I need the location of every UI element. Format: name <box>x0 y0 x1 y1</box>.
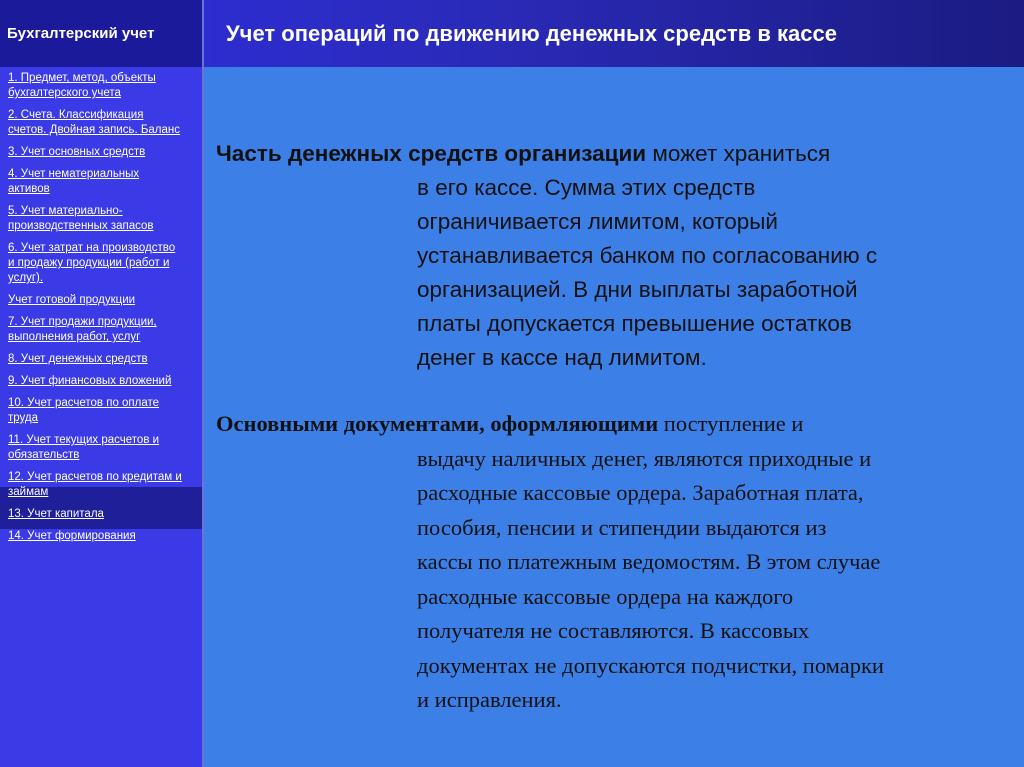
paragraph-line: получателя не составляются. В кассовых <box>417 618 810 643</box>
paragraph-first-line <box>216 407 1016 442</box>
paragraph-line: в его кассе. Сумма этих средств <box>417 175 756 200</box>
sidebar-item-8[interactable]: 8. Учет денежных средств <box>8 353 148 365</box>
paragraph-line: и исправления. <box>417 687 562 712</box>
page-title: Учет операций по движению денежных средств в кассе <box>204 0 1024 67</box>
paragraph-first-line <box>216 137 1016 171</box>
sidebar-item-7[interactable]: 7. Учет продажи продукции, выполнения работ, услуг <box>8 316 157 343</box>
paragraph-bold-lead: Основными документами, оформляющими <box>216 411 659 436</box>
sidebar-item-9[interactable]: 9. Учет финансовых вложений <box>8 375 172 387</box>
paragraph-bold-lead: Часть денежных средств организации <box>216 141 647 166</box>
paragraph-line: организацией. В дни выплаты заработной <box>417 277 858 302</box>
sidebar-item-11[interactable]: 11. Учет текущих расчетов и обязательств <box>8 434 160 461</box>
paragraph-line: документах не допускаются подчистки, помарки <box>417 652 884 678</box>
sidebar-nav <box>0 67 202 544</box>
paragraph-line: денег в кассе над лимитом. <box>417 345 707 370</box>
sidebar-item-2[interactable]: 2. Счета. Классификация счетов. Двойная запись. Баланс <box>8 109 181 136</box>
sidebar-item-3[interactable]: 3. Учет основных средств <box>8 146 146 158</box>
sidebar-item-14[interactable]: 14. Учет формирования <box>8 530 136 542</box>
sidebar-title: Бухгалтерский учет <box>0 0 202 67</box>
paragraph-line: кассы по платежным ведомостям. В этом случае <box>417 549 881 574</box>
paragraph-line: платы допускается превышение остатков <box>417 311 852 336</box>
sidebar <box>0 0 204 767</box>
paragraph-first-line-rest: может храниться <box>646 141 831 166</box>
sidebar-item-10[interactable]: 10. Учет расчетов по оплате труда <box>8 397 160 424</box>
paragraph-cash-documents <box>216 407 1016 718</box>
sidebar-item-6[interactable]: 6. Учет затрат на производство и продажу продукции (работ и услуг). <box>8 242 176 284</box>
sidebar-item-12[interactable]: 12. Учет расчетов по кредитам и займам <box>8 471 182 498</box>
paragraph-cash-limit <box>216 137 1016 375</box>
paragraph-line: выдачу наличных денег, являются приходные и <box>417 445 872 471</box>
paragraph-line: ограничивается лимитом, который <box>417 209 778 234</box>
paragraph-line: пособия, пенсии и стипендии выдаются из <box>417 514 827 540</box>
sidebar-item-13[interactable]: 13. Учет капитала <box>8 508 104 520</box>
sidebar-item-6b[interactable]: Учет готовой продукции <box>8 294 136 306</box>
paragraph-first-line-rest: поступление и <box>658 411 804 436</box>
sidebar-item-4[interactable]: 4. Учет нематериальных активов <box>8 168 140 195</box>
paragraph-line: расходные кассовые ордера. Заработная плата, <box>417 480 864 505</box>
paragraph-line: устанавливается банком по согласованию с <box>417 243 878 268</box>
main-content <box>204 67 1024 767</box>
sidebar-item-1[interactable]: 1. Предмет, метод, объекты бухгалтерского учета <box>8 72 156 99</box>
sidebar-item-5[interactable]: 5. Учет материально-производственных запасов <box>8 205 154 232</box>
paragraph-line: расходные кассовые ордера на каждого <box>417 583 794 609</box>
